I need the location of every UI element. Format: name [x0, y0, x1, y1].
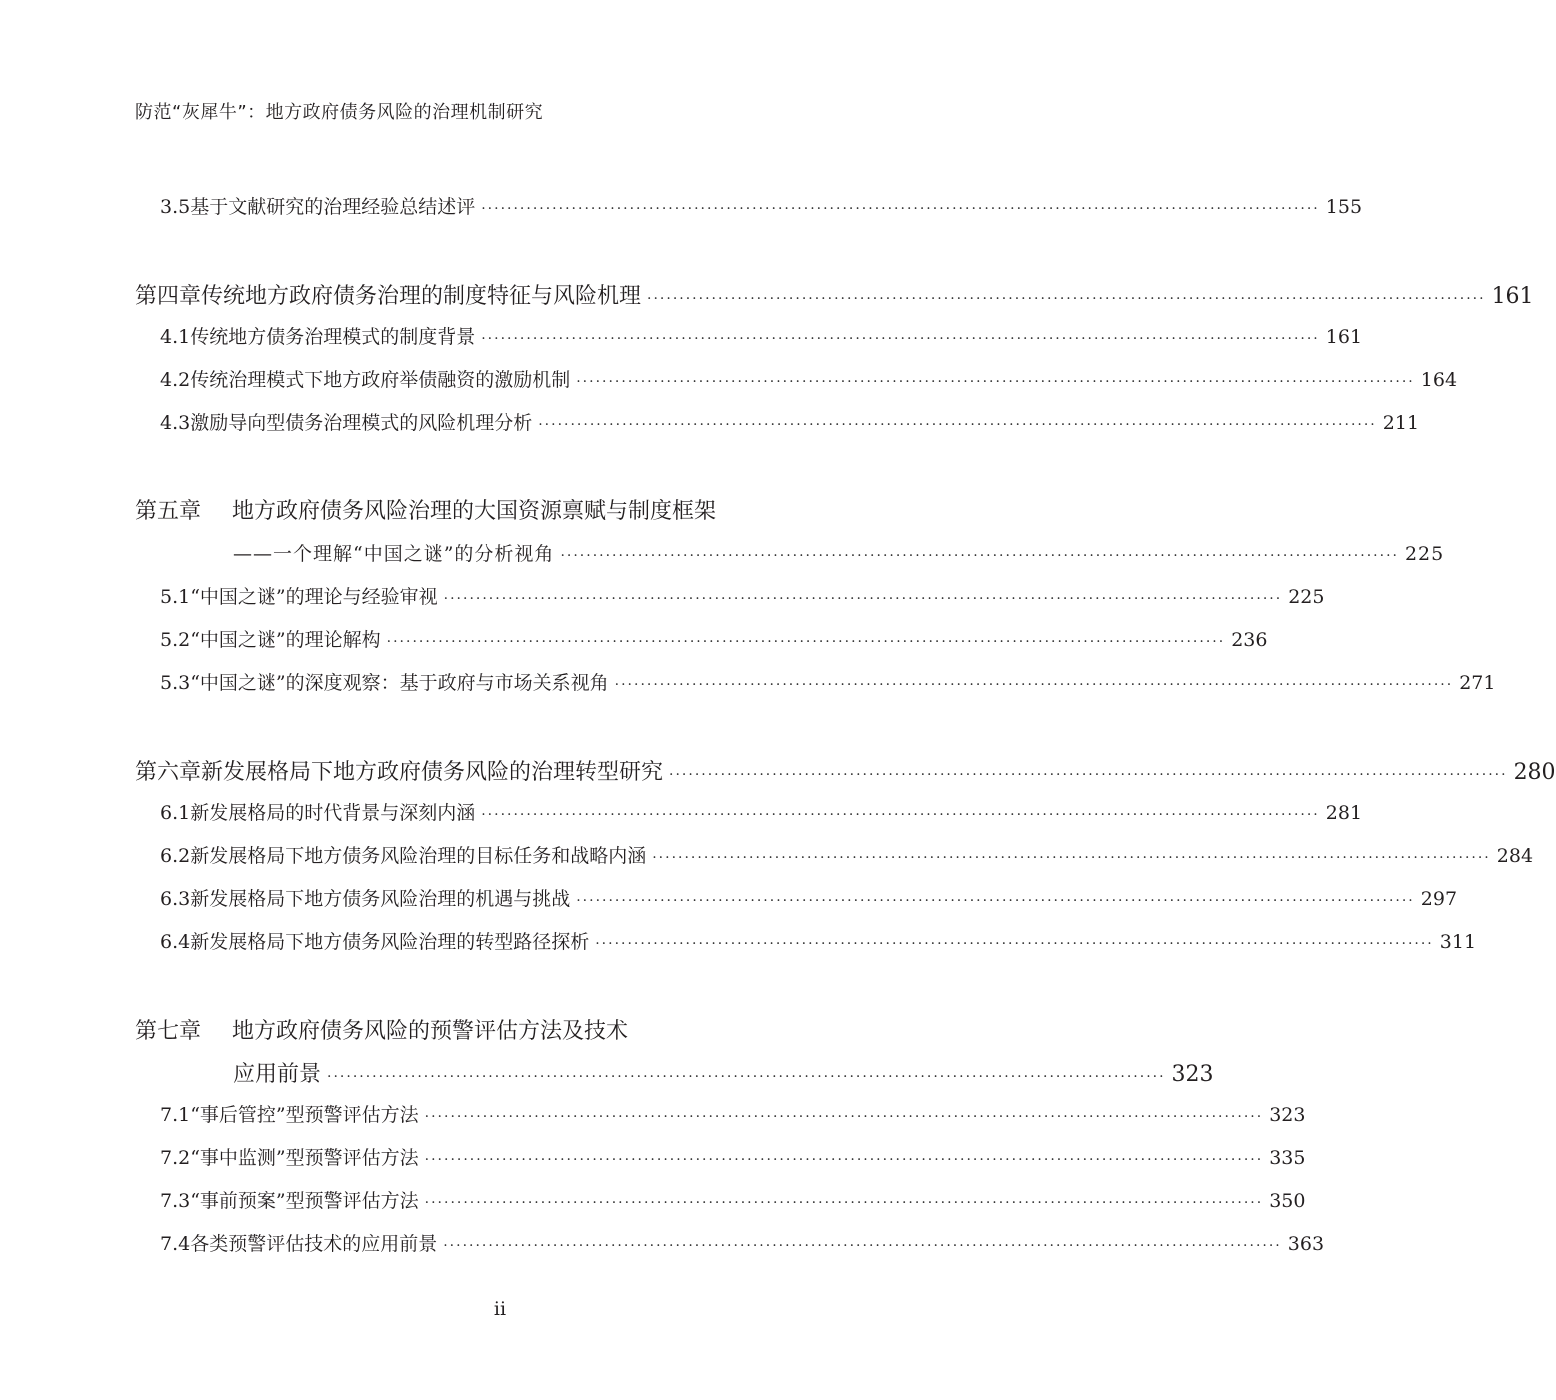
page-number: 225 — [1404, 543, 1445, 565]
section-number: 4.1 — [160, 326, 191, 348]
toc-entry-6-2[interactable] — [135, 841, 1534, 868]
toc-entry-4-1[interactable] — [135, 322, 1363, 349]
page-number: 225 — [1288, 586, 1325, 608]
section-title: 新发展格局下地方债务风险治理的机遇与挑战 — [190, 888, 571, 910]
chapter-number: 第六章 — [135, 760, 202, 785]
dot-leader — [538, 417, 1377, 433]
section-number: 5.1 — [160, 586, 191, 608]
section-title: “事中监测”型预警评估方法 — [190, 1147, 419, 1169]
section-title: 新发展格局下地方债务风险治理的目标任务和战略内涵 — [190, 845, 647, 867]
page-number: 323 — [1269, 1104, 1306, 1126]
page-number: 350 — [1269, 1190, 1306, 1212]
dot-leader — [647, 291, 1486, 307]
dot-leader — [387, 634, 1226, 650]
chapter-number: 第四章 — [135, 284, 202, 309]
section-number: 7.2 — [160, 1147, 191, 1169]
section-title: “中国之谜”的理论解构 — [190, 629, 381, 651]
dot-leader — [444, 591, 1283, 607]
dot-leader — [652, 850, 1491, 866]
toc-entry-4-2[interactable] — [135, 365, 1458, 392]
toc-entry-4-3[interactable] — [135, 408, 1420, 435]
section-number: 3.5 — [160, 196, 191, 218]
page-number: 271 — [1459, 672, 1496, 694]
section-number: 4.3 — [160, 412, 191, 434]
page-number: 297 — [1420, 888, 1458, 910]
page-number: 161 — [1325, 326, 1363, 348]
chapter-number: 第五章 — [135, 499, 202, 524]
section-number: 4.2 — [160, 369, 191, 391]
toc-entry-7-3[interactable] — [135, 1186, 1306, 1213]
section-title: 基于文献研究的治理经验总结述评 — [190, 196, 476, 218]
page-number: 284 — [1496, 845, 1534, 867]
toc-chapter-5-subtitle[interactable] — [233, 539, 1445, 566]
dot-leader — [443, 1238, 1282, 1254]
toc-entry-5-3[interactable] — [135, 668, 1496, 695]
chapter-number: 第七章 — [135, 1019, 202, 1044]
section-number: 7.3 — [160, 1190, 191, 1212]
page-number: 236 — [1231, 629, 1268, 651]
toc-chapter-6[interactable] — [135, 755, 1556, 786]
page-number: 335 — [1269, 1147, 1306, 1169]
dot-leader — [327, 1069, 1166, 1085]
toc-entry-6-3[interactable] — [135, 884, 1458, 911]
page-number: 211 — [1382, 412, 1420, 434]
section-number: 6.4 — [160, 931, 191, 953]
section-number: 7.1 — [160, 1104, 191, 1126]
section-number: 6.3 — [160, 888, 191, 910]
dot-leader — [615, 677, 1454, 693]
section-title: 传统地方债务治理模式的制度背景 — [190, 326, 476, 348]
running-head: 防范“灰犀牛”：地方政府债务风险的治理机制研究 — [135, 102, 544, 123]
section-number: 5.2 — [160, 629, 191, 651]
section-number: 6.1 — [160, 802, 191, 824]
toc-entry-6-4[interactable] — [135, 927, 1477, 954]
section-title: “中国之谜”的深度观察：基于政府与市场关系视角 — [190, 672, 609, 694]
page-number: 281 — [1325, 802, 1363, 824]
dot-leader — [425, 1109, 1264, 1125]
section-number: 7.4 — [160, 1233, 191, 1255]
toc-chapter-7-continuation[interactable] — [233, 1057, 1214, 1088]
chapter-title: 地方政府债务风险的预警评估方法及技术 — [232, 1019, 629, 1044]
dot-leader — [576, 374, 1415, 390]
toc-entry-6-1[interactable] — [135, 798, 1363, 825]
section-number: 6.2 — [160, 845, 191, 867]
dot-leader — [560, 548, 1399, 564]
dot-leader — [425, 1195, 1264, 1211]
chapter-title-continuation: 应用前景 — [233, 1062, 322, 1087]
toc-entry-7-4[interactable] — [135, 1229, 1325, 1256]
section-title: “中国之谜”的理论与经验审视 — [190, 586, 438, 608]
toc-entry-5-1[interactable] — [135, 582, 1325, 609]
page-number: 155 — [1325, 196, 1363, 218]
page-number: 280 — [1513, 760, 1556, 785]
page-number: 363 — [1287, 1233, 1325, 1255]
dot-leader — [425, 1152, 1264, 1168]
section-title: “事前预案”型预警评估方法 — [190, 1190, 419, 1212]
toc-chapter-4[interactable] — [135, 279, 1534, 310]
section-number: 5.3 — [160, 672, 191, 694]
page-number: 311 — [1439, 931, 1477, 953]
dot-leader — [481, 807, 1320, 823]
section-title: 激励导向型债务治理模式的风险机理分析 — [190, 412, 533, 434]
section-title: 新发展格局下地方债务风险治理的转型路径探析 — [190, 931, 590, 953]
section-title: 传统治理模式下地方政府举债融资的激励机制 — [190, 369, 571, 391]
chapter-title: 传统地方政府债务治理的制度特征与风险机理 — [201, 284, 642, 309]
chapter-title: 新发展格局下地方政府债务风险的治理转型研究 — [201, 760, 664, 785]
dot-leader — [576, 893, 1415, 909]
dot-leader — [481, 201, 1320, 217]
dot-leader — [669, 767, 1508, 783]
section-title: 新发展格局的时代背景与深刻内涵 — [190, 802, 476, 824]
dot-leader — [481, 331, 1320, 347]
toc-entry-7-2[interactable] — [135, 1143, 1306, 1170]
toc-entry-7-1[interactable] — [135, 1100, 1306, 1127]
section-title: 各类预警评估技术的应用前景 — [190, 1233, 438, 1255]
toc-chapter-5[interactable] — [135, 494, 847, 525]
section-title: “事后管控”型预警评估方法 — [190, 1104, 419, 1126]
page-number: 164 — [1420, 369, 1458, 391]
toc-entry-3-5[interactable] — [135, 192, 1363, 219]
chapter-subtitle: ——一个理解“中国之谜”的分析视角 — [233, 543, 555, 565]
dot-leader — [595, 936, 1434, 952]
page-number: 161 — [1491, 284, 1534, 309]
toc-chapter-7[interactable] — [135, 1014, 847, 1045]
chapter-title: 地方政府债务风险治理的大国资源禀赋与制度框架 — [232, 499, 717, 524]
folio-page-number: ii — [493, 1298, 507, 1320]
page-number: 323 — [1171, 1062, 1214, 1087]
toc-entry-5-2[interactable] — [135, 625, 1268, 652]
